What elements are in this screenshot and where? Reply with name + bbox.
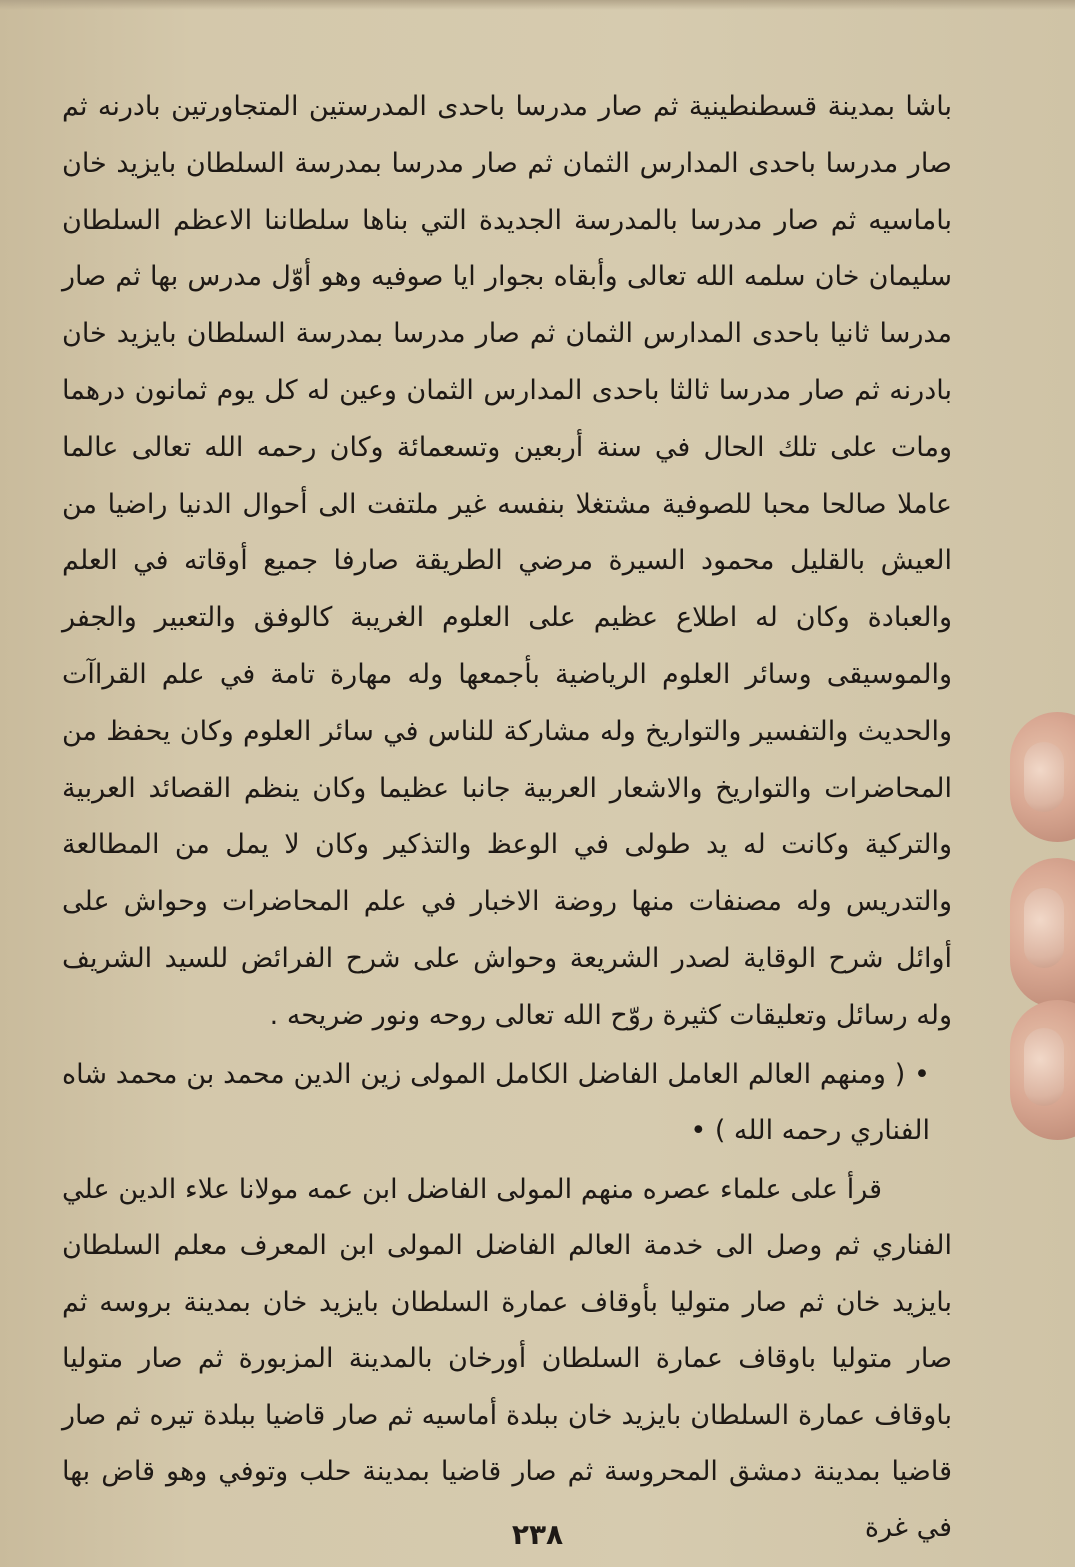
paragraph-biography-2: قرأ على علماء عصره منهم المولى الفاضل ابن عمه مولانا علاء الدين علي الفناري ثم وصل الى خدمة العالم الفاضل المولى ابن المعرف معلم السلطان بايزيد خان ثم صار متوليا بأوقاف عمارة السلطان بايزيد خان بمدينة بروسه ثم صار متوليا باوقاف عمارة السلطان أورخان بالمدينة المزبورة ثم صار متوليا باوقاف عمارة السلطان بايزيد خان ببلدة أماسيه ثم صار قاضيا ببلدة تيره ثم صار قاضيا بمدينة دمشق المحروسة ثم صار قاضيا بمدينة حلب وتوفي وهو قاض بها في غرة bbox=[62, 1174, 952, 1544]
page-top-shadow bbox=[0, 0, 1075, 10]
finger-top bbox=[1010, 712, 1075, 842]
fingernail bbox=[1024, 888, 1064, 968]
finger-bottom bbox=[1010, 1000, 1075, 1140]
fingernail bbox=[1024, 742, 1064, 812]
paragraph-heading-entry: • ( ومنهم العالم العامل الفاضل الكامل المولى زين الدين محمد بن محمد شاه الفناري رحمه الله ) • bbox=[62, 1059, 930, 1146]
finger-middle bbox=[1010, 858, 1075, 1008]
paragraph-biography-1: باشا بمدينة قسطنطينية ثم صار مدرسا باحدى المدرستين المتجاورتين بادرنه ثم صار مدرسا باحدى المدارس الثمان ثم صار مدرسا بمدرسة السلطان بايزيد خان باماسيه ثم صار مدرسا بالمدرسة الجديدة التي بناها سلطاننا الاعظم السلطان سليمان خان سلمه الله تعالى وأبقاه بجوار ايا صوفيه وهو أوّل مدرس بها ثم صار مدرسا ثانيا باحدى المدارس الثمان ثم صار مدرسا بمدرسة السلطان بايزيد خان بادرنه ثم صار مدرسا ثالثا باحدى المدارس الثمان وعين له كل يوم ثمانون درهما ومات على تلك الحال في سنة أربعين وتسعمائة وكان رحمه الله تعالى عالما عاملا صالحا محبا للصوفية مشتغلا بنفسه غير ملتفت الى أحوال الدنيا راضيا من العيش بالقليل محمود السيرة مرضي الطريقة صارفا جميع أوقاته في العلم والعبادة وكان له اطلاع عظيم على العلوم الغريبة كالوفق والتعبير والجفر والموسيقى وسائر العلوم الرياضية بأجمعها وله مهارة تامة في علم القراآت والحديث والتفسير والتواريخ وله مشاركة للناس في سائر العلوم وكان يحفظ من المحاضرات والتواريخ والاشعار العربية جانبا عظيما وكان ينظم القصائد العربية والتركية وكانت له يد طولى في الوعظ والتذكير وكان لا يمل من المطالعة والتدريس وله مصنفات منها روضة الاخبار في علم المحاضرات وحواش على أوائل شرح الوقاية لصدر الشريعة وحواش على شرح الفرائض للسيد الشريف وله رسائل وتعليقات كثيرة روّح الله تعالى روحه ونور ضريحه . bbox=[62, 91, 952, 1031]
fingernail bbox=[1024, 1028, 1064, 1106]
page-number: ٢٣٨ bbox=[511, 1518, 564, 1551]
